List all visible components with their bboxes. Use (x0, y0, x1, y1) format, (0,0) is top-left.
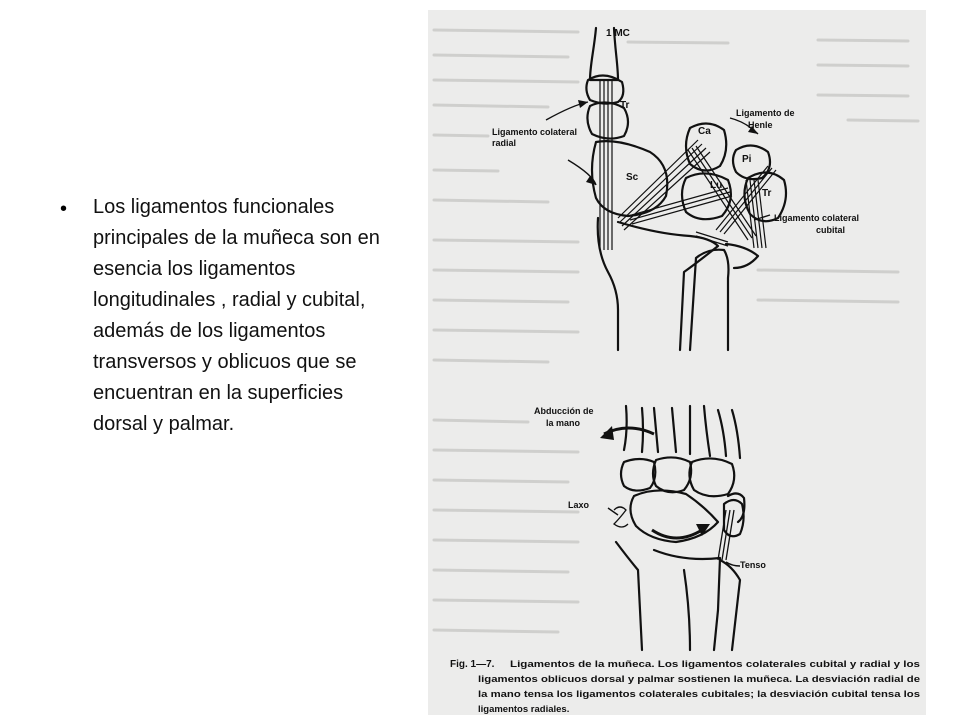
label-tr-top: Tr (620, 100, 630, 111)
upper-wrist-diagram (586, 28, 786, 350)
transverse-ligament (696, 232, 728, 246)
label-radial-ligament-2: radial (492, 138, 517, 148)
carpal-scaphoid-lunate (630, 490, 718, 542)
bullet-dot-icon: • (60, 198, 68, 220)
label-pi: Pi (742, 154, 752, 165)
upper-arrowheads (578, 100, 758, 185)
label-cubital-ligament-2: cubital (816, 225, 846, 235)
figure-caption (450, 659, 920, 715)
label-ca: Ca (698, 126, 711, 137)
carpal-trapezium (621, 459, 655, 491)
label-tenso: Tenso (740, 560, 766, 570)
label-tr-right: Tr (762, 188, 772, 199)
wrist-ligaments-figure (428, 10, 926, 715)
caption-line-2: ligamentos oblicuos dorsal y palmar sostienen la muñeca. La desviación radial de (478, 674, 920, 685)
label-abduccion-2: la mano (546, 418, 581, 428)
oblique-ligament-ulnar (716, 166, 776, 234)
lower-wrist-diagram (616, 406, 744, 650)
radial-collateral-ligament (600, 80, 612, 250)
radius-lower (616, 542, 720, 650)
label-laxo: Laxo (568, 500, 590, 510)
ulna-head (726, 244, 758, 268)
figure-drawing (428, 10, 926, 715)
metacarpal-shafts (624, 406, 740, 458)
label-lu: Lu (710, 180, 723, 191)
ulna-bone (690, 250, 729, 350)
label-radial-ligament-1: Ligamento colateral (492, 127, 578, 137)
label-cubital-ligament-1: Ligamento colateral (774, 213, 860, 223)
caption-fig-number: Fig. 1—7. (450, 659, 495, 670)
label-henle-1: Ligamento de (736, 108, 795, 118)
caption-line-3: la mano tensa los ligamentos colaterales cubitales; la desviación cubital tensa los (478, 689, 920, 700)
bullet-text: Los ligamentos funcionales principales de la muñeca son en esencia los ligamentos longitudinales , radial y cubital, además de los ligamentos transversos y oblicuos que se encuentran en la superficies dorsal y palmar. (93, 196, 380, 435)
ulna-lower (684, 560, 740, 650)
carpal-capitate (689, 458, 734, 496)
tense-ligament (718, 510, 734, 560)
pisiform-bone (733, 145, 770, 179)
label-henle-2: Henle (748, 120, 773, 130)
label-sc: Sc (626, 172, 639, 183)
label-abduccion-1: Abducción de (534, 406, 594, 416)
carpal-trapezoid (653, 457, 691, 492)
upper-leader-lines (546, 102, 770, 220)
lax-ligament (614, 507, 628, 527)
caption-line-4: ligamentos radiales. (478, 704, 570, 715)
label-mc: 1 MC (606, 28, 630, 39)
caption-line-1: Ligamentos de la muñeca. Los ligamentos colaterales cubital y radial y los (510, 659, 920, 670)
